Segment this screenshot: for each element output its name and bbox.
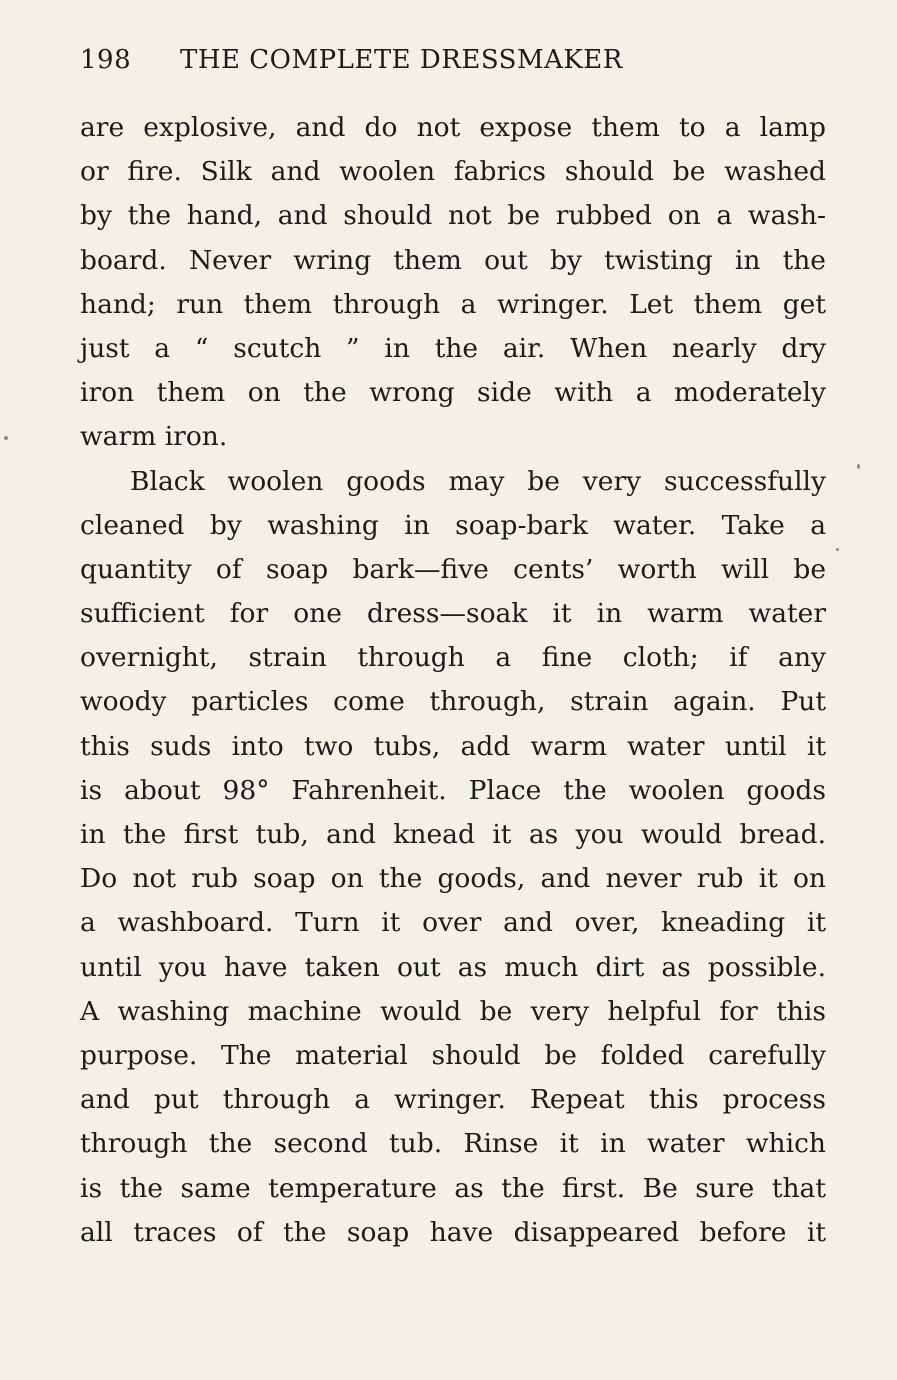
- text-line: A washing machine would be very helpful for this: [80, 995, 826, 1027]
- text-line: iron them on the wrong side with a moderately: [80, 377, 826, 409]
- text-line: woody particles come through, strain again. Put: [80, 686, 826, 718]
- text-line: this suds into two tubs, add warm water until it: [80, 730, 826, 762]
- text-line: cleaned by washing in soap-bark water. Take a: [80, 509, 826, 541]
- text-line: just a “ scutch ” in the air. When nearly dry: [80, 332, 826, 364]
- paper-speck: [836, 548, 839, 551]
- text-line: overnight, strain through a fine cloth; if any: [80, 642, 826, 674]
- text-line: and put through a wringer. Repeat this process: [80, 1084, 826, 1116]
- text-line: is the same temperature as the first. Be sure that: [80, 1172, 826, 1204]
- text-line: is about 98° Fahrenheit. Place the woolen goods: [80, 774, 826, 806]
- text-line: Black woolen goods may be very successfully: [130, 465, 826, 497]
- text-line: board. Never wring them out by twisting in the: [80, 244, 826, 276]
- running-head: THE COMPLETE DRESSMAKER: [180, 45, 623, 75]
- text-line: all traces of the soap have disappeared before it: [80, 1216, 826, 1248]
- text-line: a washboard. Turn it over and over, kneading it: [80, 907, 826, 939]
- text-line: purpose. The material should be folded carefully: [80, 1039, 826, 1071]
- page-number: 198: [80, 45, 132, 75]
- text-line: sufficient for one dress—soak it in warm water: [80, 598, 826, 630]
- text-line: by the hand, and should not be rubbed on a wash-: [80, 200, 826, 232]
- page-header: [80, 40, 820, 80]
- text-line: warm iron.: [80, 421, 228, 453]
- text-line: hand; run them through a wringer. Let them get: [80, 288, 826, 320]
- text-line: are explosive, and do not expose them to a lamp: [80, 112, 826, 143]
- text-line: in the first tub, and knead it as you would bread.: [80, 819, 826, 850]
- paper-speck: [857, 464, 860, 469]
- text-line: until you have taken out as much dirt as possible.: [80, 951, 826, 983]
- body-text: [80, 106, 826, 1255]
- text-line: through the second tub. Rinse it in water which: [80, 1128, 826, 1160]
- paper-speck: [4, 436, 8, 440]
- text-line: Do not rub soap on the goods, and never rub it on: [80, 863, 826, 895]
- text-line: quantity of soap bark—five cents’ worth will be: [80, 553, 826, 585]
- text-line: or fire. Silk and woolen fabrics should be washed: [80, 156, 826, 188]
